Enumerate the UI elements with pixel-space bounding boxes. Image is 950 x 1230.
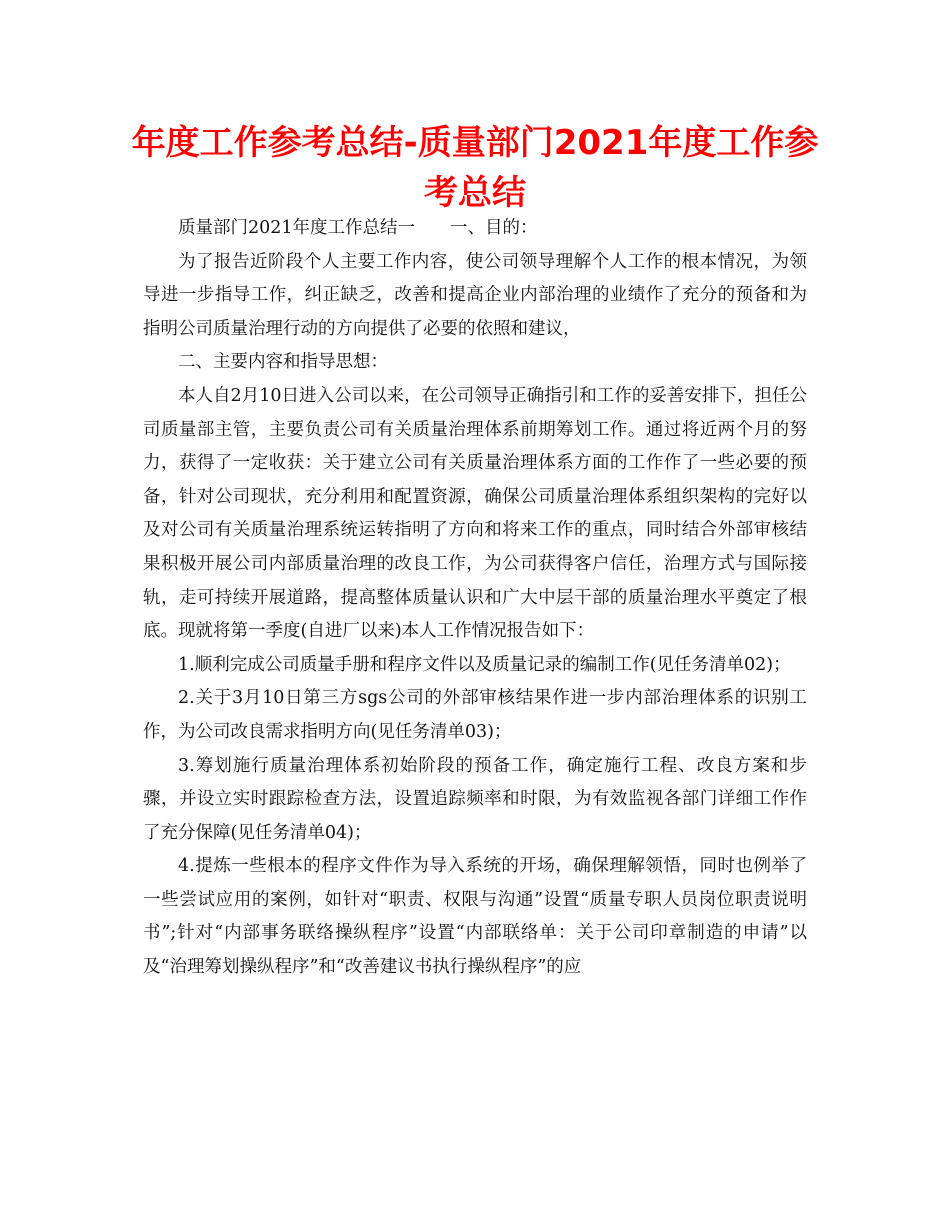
paragraph-6: 2.关于3月10日第三方sgs公司的外部审核结果作进一步内部治理体系的识别工作，为公司改良需求指明方向(见任务清单03)； — [143, 688, 807, 742]
paragraph-8: 4.提炼一些根本的程序文件作为导入系统的开场，确保理解领悟，同时也例举了一些尝试应用的案例，如针对“职责、权限与沟通”设置“质量专职人员岗位职责说明书”;针对“内部事务联络操纵程序”设置“内部联络单：关于公司印章制造的申请”以及“治理筹划操纵程序”和“改善建议书执行操纵程序”的应 — [143, 856, 807, 978]
paragraph-1: 质量部门2021年度工作总结一 一、目的： — [178, 218, 538, 238]
paragraph-5: 1.顺利完成公司质量手册和程序文件以及质量记录的编制工作(见任务清单02)； — [178, 654, 791, 675]
paragraph-2: 为了报告近阶段个人主要工作内容，使公司领导理解个人工作的根本情况，为领导进一步指导工作，纠正缺乏，改善和提高企业内部治理的业绩作了充分的预备和为指明公司质量治理行动的方向提供了必要的依照和建议， — [143, 251, 807, 339]
paragraph-3: 二、主要内容和指导思想： — [178, 352, 388, 373]
paragraph-4: 本人自2月10日进入公司以来，在公司领导正确指引和工作的妥善安排下，担任公司质量部主管，主要负责公司有关质量治理体系前期筹划工作。通过将近两个月的努力，获得了一定收获：关于建立公司有关质量治理体系方面的工作作了一些必要的预备，针对公司现状，充分利用和配置资源，确保公司质量治理体系组织架构的完好以及对公司有关质量治理系统运转指明了方向和将来工作的重点，同时结合外部审核结果积极开展公司内部质量治理的改良工作，为公司获得客户信任，治理方式与国际接轨，走可持续开展道路，提高整体质量认识和广大中层干部的质量治理水平奠定了根底。现就将第一季度(自进厂以来)本人工作情况报告如下： — [143, 385, 807, 642]
document-body — [143, 212, 807, 985]
document-title: 年度工作参考总结-质量部门2021年度工作参考总结 — [131, 123, 819, 213]
paragraph-7: 3.筹划施行质量治理体系初始阶段的预备工作，确定施行工程、改良方案和步骤，并设立实时跟踪检查方法，设置追踪频率和时限，为有效监视各部门详细工作作了充分保障(见任务清单04)； — [143, 755, 807, 843]
